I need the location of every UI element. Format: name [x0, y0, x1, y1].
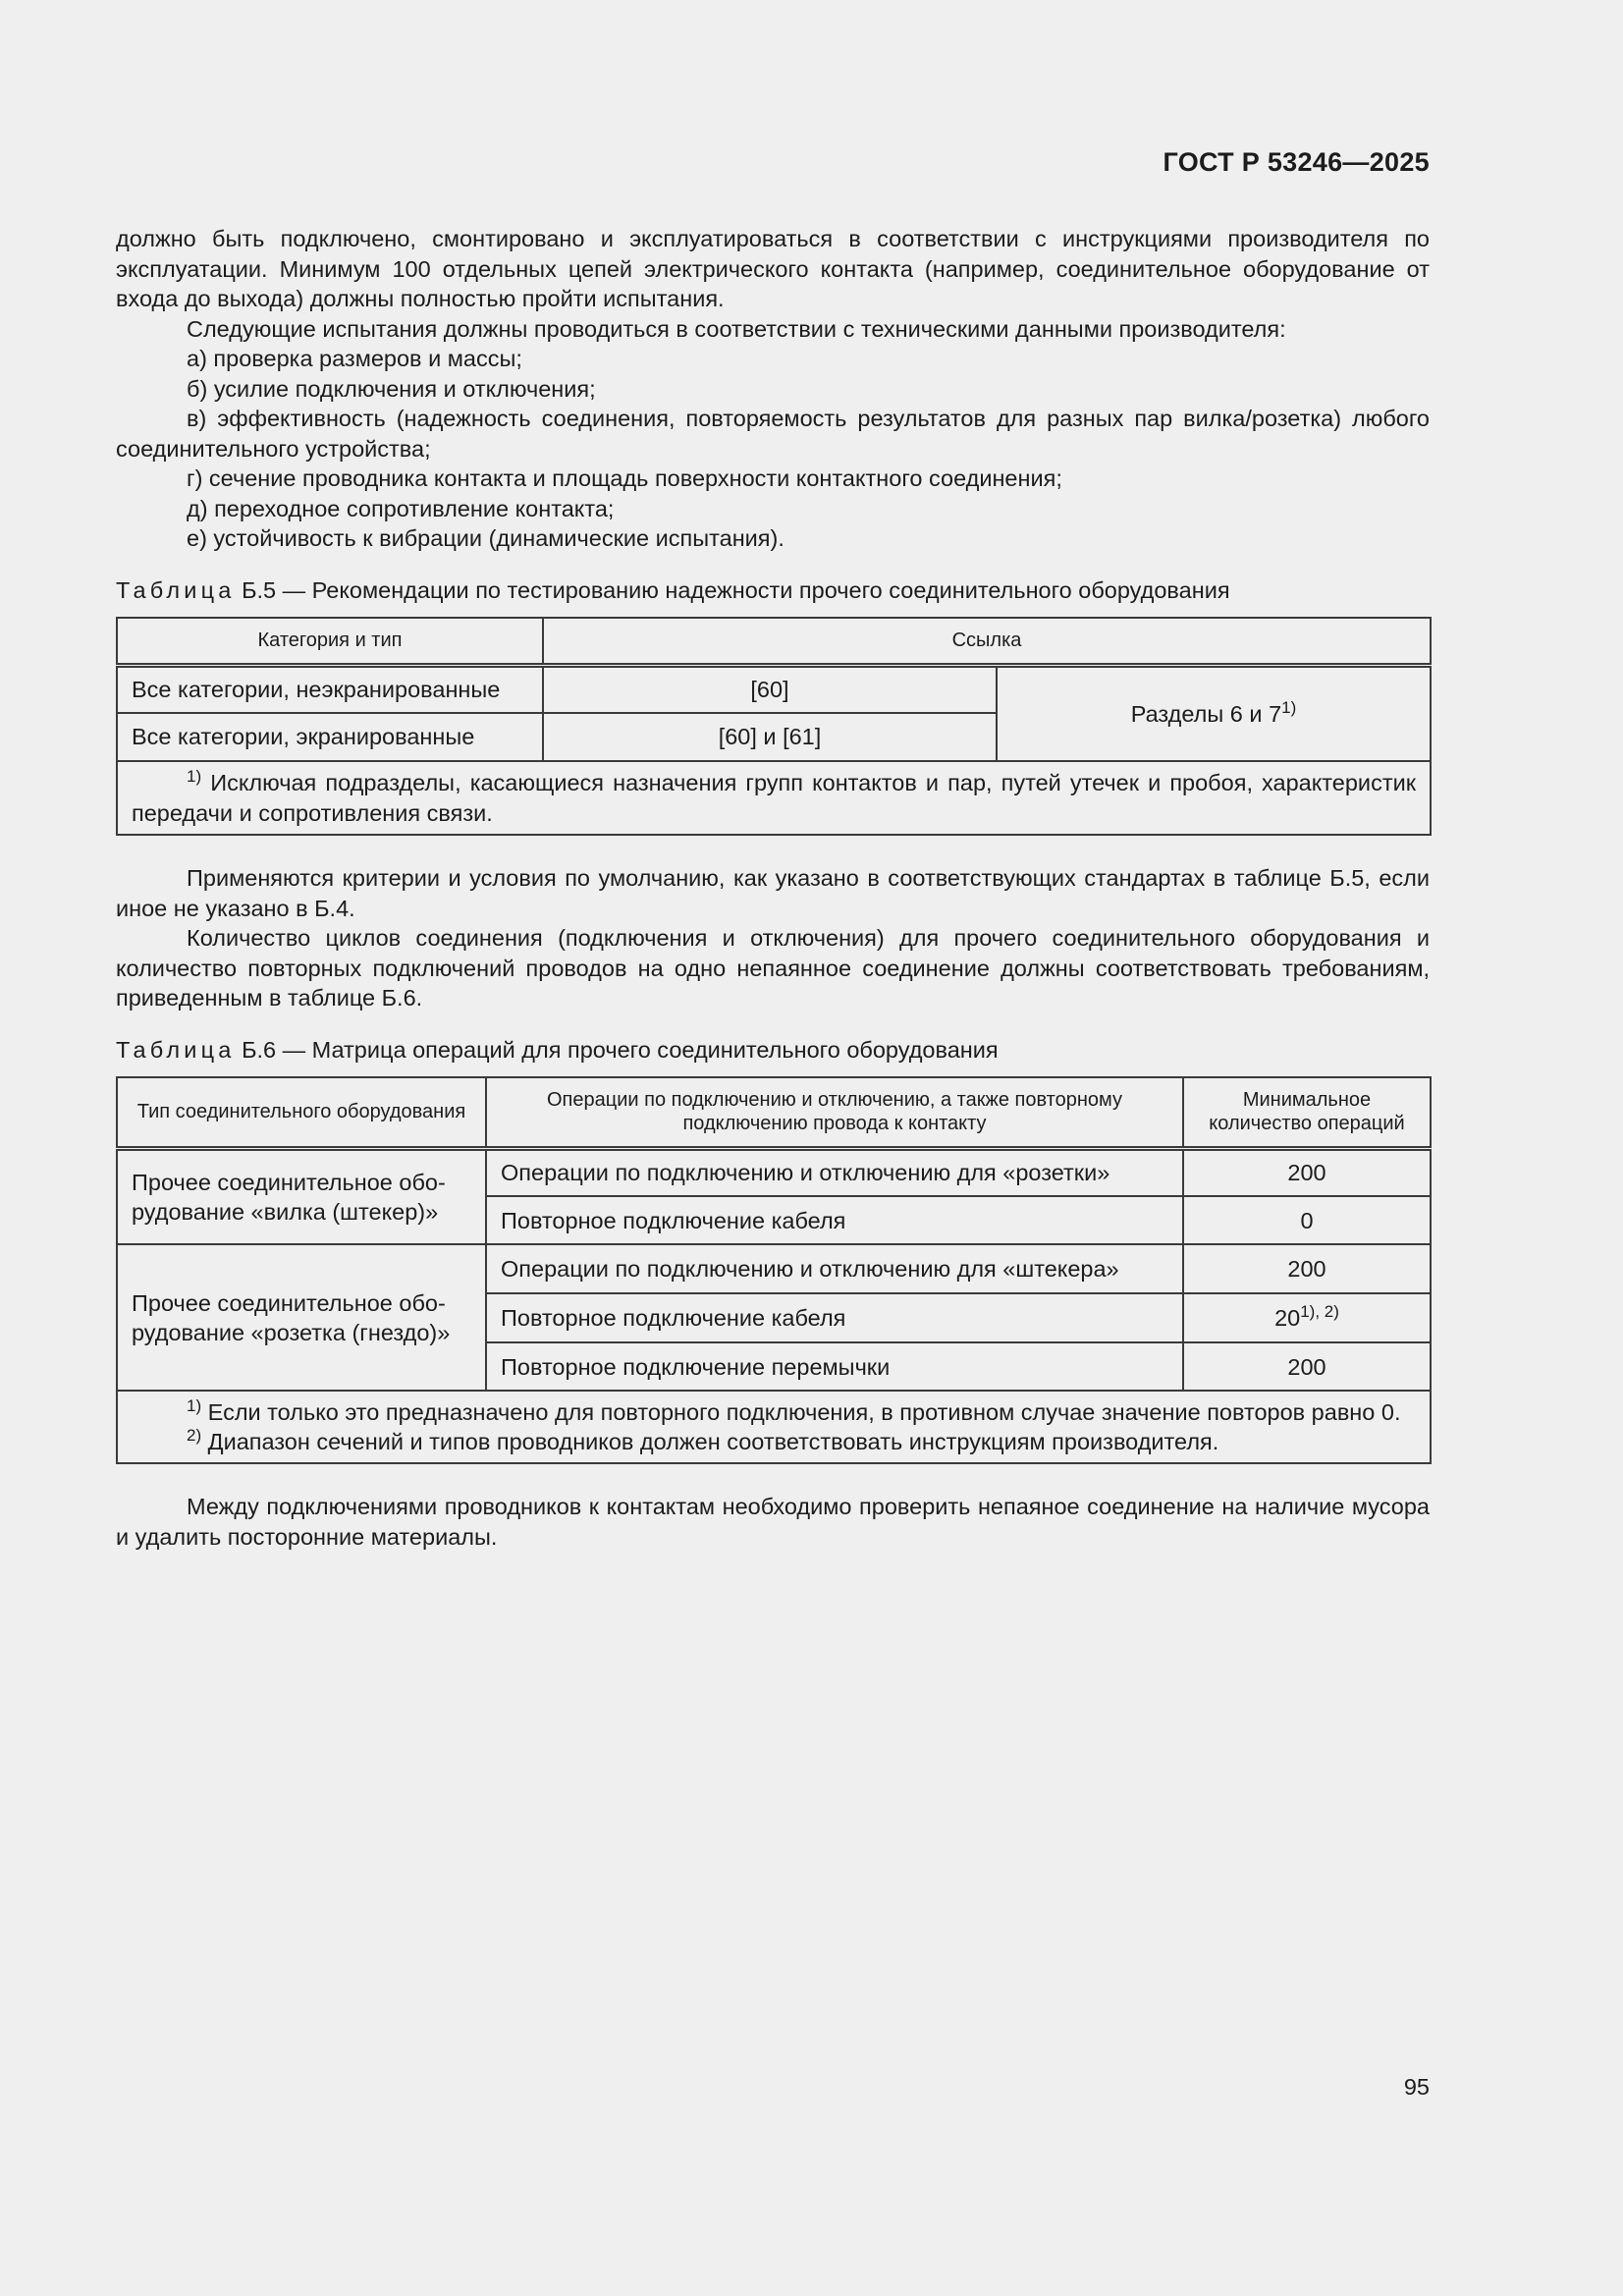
table5-header-category: Категория и тип	[117, 618, 543, 665]
cycles-paragraph: Количество циклов соединения (подключения и отключения) для прочего соединительного оборудования и количество повторных подключений проводов на одно непаянное соединение должны соответствовать требованиям, приведенным в таблице Б.6.	[116, 925, 1430, 1011]
test-item: а) проверка размеров и массы;	[187, 346, 522, 371]
table6-footnote	[132, 1397, 1416, 1427]
table6-operation-cell: Операции по подключению и отключению для «штекера»	[486, 1244, 1183, 1293]
test-item: в) эффективность (надежность соединения, повторяемость результатов для разных пар вилка/розетка) любого соединительного устройства;	[116, 406, 1430, 462]
table6-operation-cell: Повторное подключение кабеля	[486, 1293, 1183, 1342]
footnote-text: Если только это предназначено для повторного подключения, в противном случае значение повторов равно 0.	[201, 1399, 1401, 1425]
table6-caption	[116, 1035, 1430, 1066]
table6-type-cell: Прочее соединительное обо-рудование «вилка (штекер)»	[117, 1148, 486, 1244]
footnote-mark: 1)	[187, 767, 202, 786]
document-number: ГОСТ Р 53246—2025	[1163, 147, 1430, 177]
table6-header-count: Минимальное количество операций	[1183, 1077, 1431, 1148]
table5-sections-text: Разделы 6 и 7	[1130, 700, 1282, 727]
test-item: д) переходное сопротивление контакта;	[187, 495, 615, 521]
table5-header-reference: Ссылка	[543, 618, 1431, 665]
table5-sections-sup: 1)	[1281, 697, 1297, 717]
table6-count-cell: 200	[1183, 1342, 1431, 1391]
table6-count-cell: 200	[1183, 1148, 1431, 1196]
table6-count-cell: 200	[1183, 1244, 1431, 1293]
table5-caption	[116, 575, 1430, 606]
tests-intro: Следующие испытания должны проводиться в соответствии с техническими данными производителя:	[187, 315, 1286, 342]
footnote-mark: 2)	[187, 1426, 202, 1445]
footnote-text: Диапазон сечений и типов проводников должен соответствовать инструкциям производителя.	[201, 1429, 1219, 1454]
table6-header-operations: Операции по подключению и отключению, а также повторному подключению провода к контакту	[486, 1077, 1183, 1148]
table5-category-cell: Все категории, неэкранированные	[117, 665, 543, 713]
table6	[116, 1076, 1432, 1464]
page-number: 95	[1403, 2074, 1430, 2100]
footnote-mark: 1)	[187, 1396, 202, 1415]
table6-header-type: Тип соединительного оборудования	[117, 1077, 486, 1148]
table6-count-cell: 0	[1183, 1196, 1431, 1244]
test-item: г) сечение проводника контакта и площадь поверхности контактного соединения;	[187, 465, 1062, 491]
table6-count-sup: 1), 2)	[1300, 1302, 1339, 1321]
table5	[116, 617, 1432, 836]
intro-paragraph: должно быть подключено, смонтировано и эксплуатироваться в соответствии с инструкциями производителя по эксплуатации. Минимум 100 отдельных цепей электрического контакта (например, соединительное оборудование от входа до выхода) должны полностью пройти испытания.	[116, 226, 1430, 311]
table6-operation-cell: Повторное подключение кабеля	[486, 1196, 1183, 1244]
table5-ref-cell: [60]	[543, 665, 997, 713]
table6-footnotes	[117, 1391, 1431, 1463]
table6-caption-text: Б.6 — Матрица операций для прочего соединительного оборудования	[235, 1036, 999, 1063]
table5-footnote	[117, 761, 1431, 835]
table5-ref-cell: [60] и [61]	[543, 713, 997, 761]
table5-sections-cell	[997, 665, 1431, 761]
footnote-text: Исключая подразделы, касающиеся назначения групп контактов и пар, путей утечек и пробоя, характеристик передачи и сопротивления связи.	[132, 770, 1416, 826]
test-item: б) усилие подключения и отключения;	[187, 375, 596, 402]
table6-operation-cell: Повторное подключение перемычки	[486, 1342, 1183, 1391]
table6-count-cell	[1183, 1293, 1431, 1342]
test-item: е) устойчивость к вибрации (динамические испытания).	[187, 525, 784, 551]
table6-operation-cell: Операции по подключению и отключению для «розетки»	[486, 1148, 1183, 1196]
table5-category-cell: Все категории, экранированные	[117, 713, 543, 761]
table6-type-cell: Прочее соединительное обо-рудование «розетка (гнездо)»	[117, 1244, 486, 1391]
closing-paragraph: Между подключениями проводников к контактам необходимо проверить непаяное соединение на наличие мусора и удалить посторонние материалы.	[116, 1494, 1430, 1550]
page-body	[116, 224, 1430, 1552]
table6-caption-word: Таблица	[116, 1036, 236, 1063]
table6-footnote	[132, 1427, 1416, 1456]
table5-caption-word: Таблица	[116, 576, 236, 603]
table5-caption-text: Б.5 — Рекомендации по тестированию надежности прочего соединительного оборудования	[235, 576, 1230, 603]
criteria-paragraph: Применяются критерии и условия по умолчанию, как указано в соответствующих стандартах в таблице Б.5, если иное не указано в Б.4.	[116, 865, 1430, 921]
table6-count-value: 20	[1274, 1305, 1301, 1331]
